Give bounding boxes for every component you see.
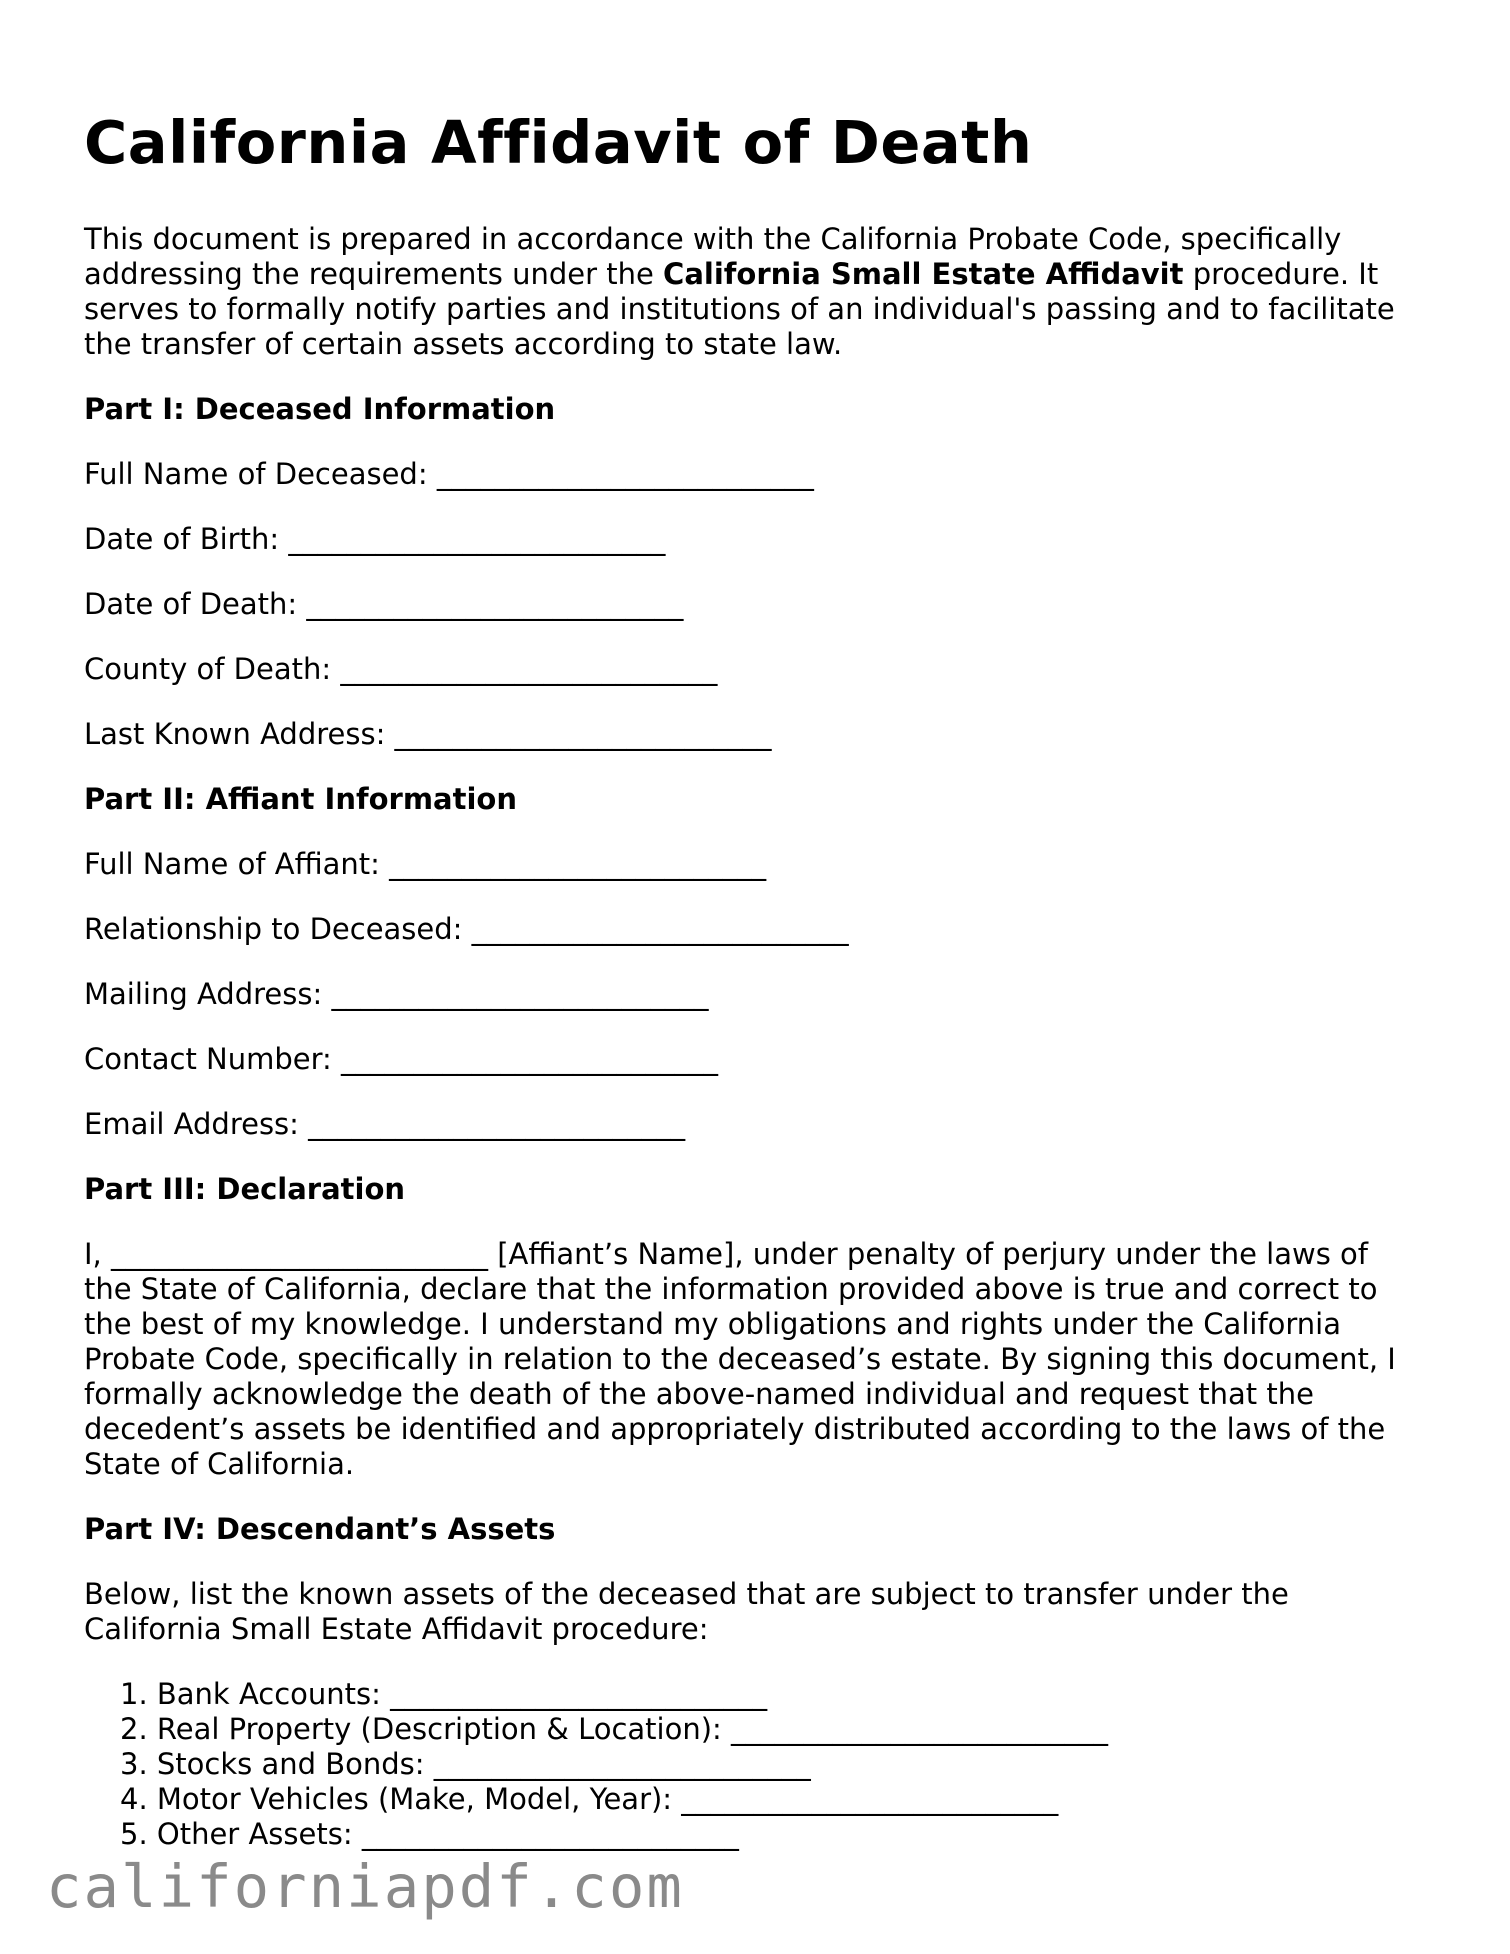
part-3-heading: Part III: Declaration bbox=[84, 1172, 406, 1206]
intro-paragraph bbox=[84, 222, 1424, 362]
part-2-heading: Part II: Affiant Information bbox=[84, 782, 517, 816]
list-item: 1. Bank Accounts: __________________________ bbox=[120, 1677, 768, 1711]
list-item: 2. Real Property (Description & Location): __________________________ bbox=[120, 1712, 1109, 1746]
field-email-address: Email Address: __________________________ bbox=[84, 1107, 686, 1141]
part-1-heading: Part I: Deceased Information bbox=[84, 392, 556, 426]
intro-bold-term: California Small Estate Affidavit bbox=[663, 257, 1184, 291]
document-title: California Affidavit of Death bbox=[84, 108, 1033, 177]
field-relationship: Relationship to Deceased: __________________________ bbox=[84, 912, 849, 946]
field-county-of-death: County of Death: __________________________ bbox=[84, 652, 718, 686]
field-date-of-birth: Date of Birth: __________________________ bbox=[84, 522, 666, 556]
intro-text-start: This document is prepared in accordance with the California Probate Code, specifically addressing the requirements under the bbox=[84, 222, 1342, 291]
field-contact-number: Contact Number: __________________________ bbox=[84, 1042, 719, 1076]
document-page bbox=[84, 108, 1424, 1852]
assets-intro-paragraph: Below, list the known assets of the deceased that are subject to transfer under the California Small Estate Affidavit procedure: bbox=[84, 1577, 1289, 1646]
part-4-heading: Part IV: Descendant’s Assets bbox=[84, 1512, 556, 1546]
list-item: 5. Other Assets: __________________________ bbox=[120, 1817, 739, 1851]
field-date-of-death: Date of Death: __________________________ bbox=[84, 587, 684, 621]
list-item: 3. Stocks and Bonds: __________________________ bbox=[120, 1747, 811, 1781]
field-mailing-address: Mailing Address: __________________________ bbox=[84, 977, 709, 1011]
field-deceased-full-name: Full Name of Deceased: __________________________ bbox=[84, 457, 814, 491]
field-last-known-address: Last Known Address: __________________________ bbox=[84, 717, 772, 751]
field-affiant-full-name: Full Name of Affiant: __________________________ bbox=[84, 847, 767, 881]
list-item: 4. Motor Vehicles (Make, Model, Year): __________________________ bbox=[120, 1782, 1059, 1816]
declaration-paragraph: I, __________________________ [Affiant’s Name], under penalty of perjury under the laws of the State of California, declare that the information provided above is true and correct to the best of my knowledge. I understand my obligations and rights under the California Probate Code, specifically in relation to the deceased’s estate. By signing this document, I formally acknowledge the death of the above-named individual and request that the decedent’s assets be identified and appropriately distributed according to the laws of the State of California. bbox=[84, 1237, 1396, 1481]
assets-list bbox=[84, 1677, 1424, 1852]
intro-text-end: procedure. It serves to formally notify parties and institutions of an individual's passing and to facilitate the transfer of certain assets according to state law. bbox=[84, 257, 1395, 361]
watermark-text: californiapdf.com bbox=[46, 1852, 684, 1921]
